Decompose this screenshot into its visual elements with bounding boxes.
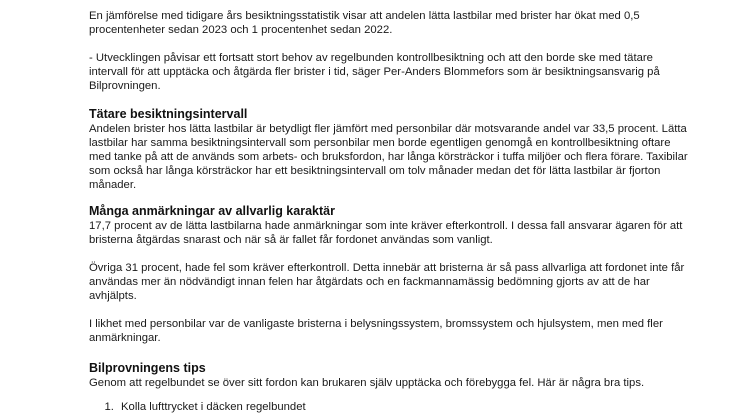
- section-heading-intervall: Tätare besiktningsintervall: [89, 107, 248, 121]
- section2-paragraph-2: Övriga 31 procent, hade fel som kräver efterkontroll. Detta innebär att bristerna är så pass allvarliga att fordonet inte får användas mer än nödvändigt innan felen har åtgärdats och en fackmannamässig bedömning gjorts av att de har avhjälpts.: [89, 262, 685, 302]
- section3-paragraph: Genom att regelbundet se över sitt fordon kan brukaren själv upptäcka och förebygga fel. Här är några bra tips.: [89, 377, 645, 389]
- section-heading-tips: Bilprovningens tips: [89, 361, 206, 375]
- quote-paragraph: - Utvecklingen påvisar ett fortsatt stort behov av regelbunden kontrollbesiktning och att den borde ske med tätare intervall för att upptäcka och åtgärda fler brister i tid, säger Per-Anders Blommefors som är besiktningsansvarig på Bilprovningen.: [89, 52, 660, 92]
- section1-paragraph: Andelen brister hos lätta lastbilar är betydligt fler jämfört med personbilar där motsvarande andel var 33,5 procent. Lätta lastbilar har samma besiktningsintervall som personbilar men borde egentligen genomgå en kontrollbesiktning oftare med tanke på att de används som arbets- och bruksfordon, har långa körsträckor i tuffa miljöer och flera förare. Taxibilar som också har långa körsträckor har ett besiktningsintervall om tolv månader medan det för lätta lastbilar är fjorton månader.: [89, 123, 688, 191]
- article-body: [89, 9, 689, 414]
- section-heading-anmarkningar: Många anmärkningar av allvarlig karaktär: [89, 204, 335, 218]
- tips-list: [89, 400, 689, 414]
- section2-paragraph-1: 17,7 procent av de lätta lastbilarna hade anmärkningar som inte kräver efterkontroll. I dessa fall ansvarar ägaren för att bristerna åtgärdas snarast och när så är fallet får fordonet användas som vanligt.: [89, 220, 683, 246]
- intro-paragraph: En jämförelse med tidigare års besiktningsstatistik visar att andelen lätta lastbilar med brister har ökat med 0,5 procentenheter sedan 2023 och 1 procentenhet sedan 2022.: [89, 10, 640, 36]
- section2-paragraph-3: I likhet med personbilar var de vanligaste bristerna i belysningssystem, bromssystem och hjulsystem, men med fler anmärkningar.: [89, 318, 663, 344]
- list-item: 1. Kolla lufttrycket i däcken regelbundet: [117, 400, 689, 414]
